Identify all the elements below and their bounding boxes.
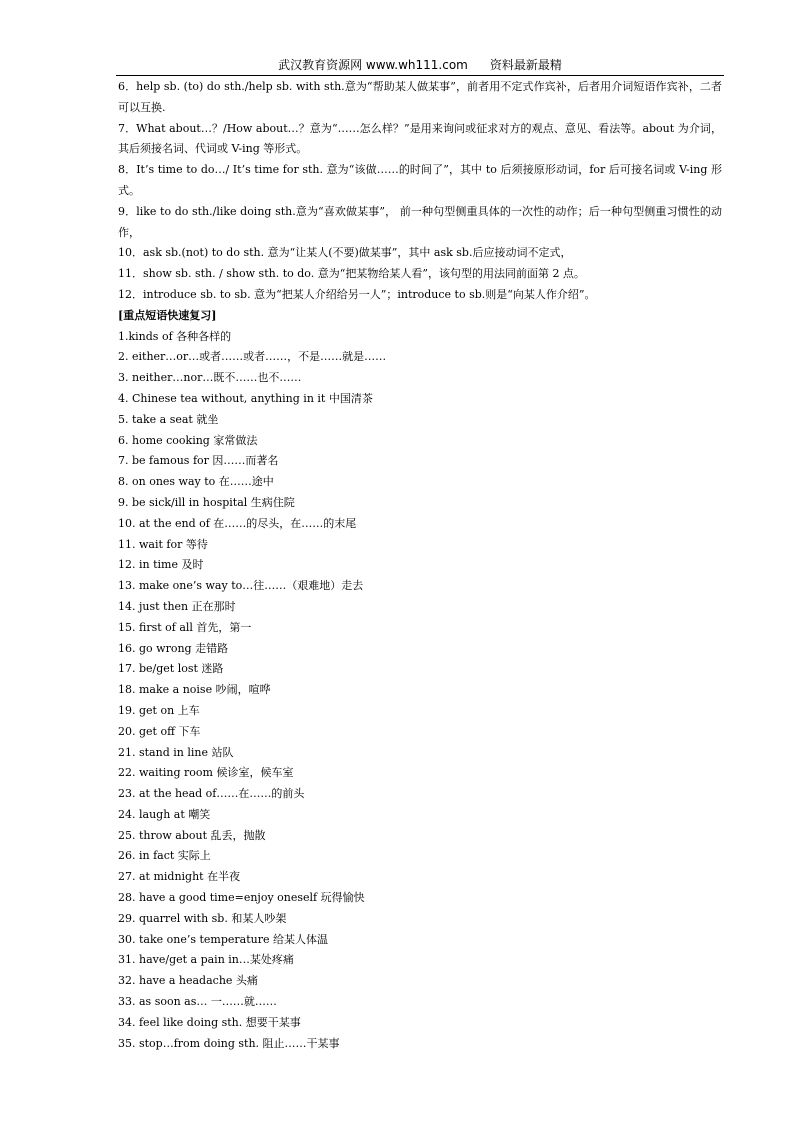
document-body [118, 77, 722, 1054]
phrase-item: 33. as soon as… 一……就…… [118, 995, 277, 1009]
phrase-item: 4. Chinese tea without, anything in it 中国清茶 [118, 391, 373, 405]
phrase-item: 20. get off 下车 [118, 724, 201, 738]
page-header [116, 57, 724, 73]
phrase-item: 24. laugh at 嘲笑 [118, 807, 211, 821]
phrase-item: 27. at midnight 在半夜 [118, 870, 241, 884]
phrase-item: 21. stand in line 站队 [118, 745, 234, 759]
phrase-item: 10. at the end of 在……的尽头，在……的末尾 [118, 516, 357, 530]
header-divider [116, 75, 724, 76]
phrase-item: 18. make a noise 吵闹，喧哗 [118, 683, 271, 697]
phrase-item: 13. make one’s way to…往……（艰难地）走去 [118, 579, 364, 593]
note-item: 9．like to do sth./like doing sth.意为“喜欢做某事”， 前一种句型侧重具体的一次性的动作；后一种句型侧重习惯性的动作， [118, 204, 722, 239]
phrase-item: 34. feel like doing sth. 想要干某事 [118, 1015, 301, 1029]
phrase-item: 7. be famous for 因……而著名 [118, 454, 279, 468]
header-slogan: 资料最新最精 [489, 58, 562, 72]
phrase-item: 16. go wrong 走错路 [118, 641, 229, 655]
notes-section [118, 77, 722, 306]
phrase-item: 17. be/get lost 迷路 [118, 662, 224, 676]
note-item: 7．What about…？/How about…？意为“……怎么样？”是用来询问或征求对方的观点、意见、看法等。about 为介词，其后须接名词、代词或 V-ing 等形式。 [118, 121, 722, 156]
phrase-item: 28. have a good time=enjoy oneself 玩得愉快 [118, 891, 365, 905]
phrase-item: 29. quarrel with sb. 和某人吵架 [118, 911, 287, 925]
phrase-item: 23. at the head of……在……的前头 [118, 787, 305, 801]
phrase-item: 31. have/get a pain in…某处疼痛 [118, 953, 294, 967]
phrase-item: 15. first of all 首先，第一 [118, 620, 252, 634]
note-item: 8．It’s time to do…/ It’s time for sth. 意为“该做……的时间了”，其中 to 后须接原形动词，for 后可接名词或 V-ing 形式。 [118, 163, 722, 197]
section-title: [重点短语快速复习] [118, 308, 217, 322]
phrase-item: 9. be sick/ill in hospital 生病住院 [118, 495, 295, 509]
phrase-item: 25. throw about 乱丢，抛散 [118, 828, 266, 842]
phrase-item: 3. neither…nor…既不……也不…… [118, 371, 302, 385]
phrase-item: 26. in fact 实际上 [118, 849, 211, 863]
phrase-item: 1.kinds of 各种各样的 [118, 329, 232, 343]
phrase-list [118, 327, 722, 1055]
phrase-item: 32. have a headache 头痛 [118, 974, 258, 988]
phrase-item: 11. wait for 等待 [118, 537, 208, 551]
phrase-item: 14. just then 正在那时 [118, 599, 236, 613]
note-item: 12．introduce sb. to sb. 意为“把某人介绍给另一人”；introduce to sb.则是“向某人作介绍”。 [118, 287, 596, 301]
note-item: 10．ask sb.(not) to do sth. 意为“让某人(不要)做某事”，其中 ask sb.后应接动词不定式， [118, 246, 572, 260]
phrase-item: 30. take one’s temperature 给某人体温 [118, 932, 328, 946]
phrase-item: 19. get on 上车 [118, 703, 200, 717]
phrase-item: 8. on ones way to 在……途中 [118, 475, 274, 489]
phrase-item: 2. either…or…或者……或者……，不是……就是…… [118, 350, 387, 364]
header-site: 武汉教育资源网 www.wh111.com [278, 58, 468, 72]
note-item: 6．help sb. (to) do sth./help sb. with sth.意为“帮助某人做某事”，前者用不定式作宾补，后者用介词短语作宾补，二者可以互换. [118, 80, 722, 114]
phrase-item: 12. in time 及时 [118, 558, 204, 572]
phrase-item: 6. home cooking 家常做法 [118, 433, 258, 447]
note-item: 11．show sb. sth. / show sth. to do. 意为“把某物给某人看”，该句型的用法同前面第 2 点。 [118, 267, 585, 281]
phrase-item: 35. stop…from doing sth. 阻止……干某事 [118, 1036, 340, 1050]
phrase-item: 5. take a seat 就坐 [118, 412, 219, 426]
phrase-item: 22. waiting room 候诊室，候车室 [118, 766, 294, 780]
